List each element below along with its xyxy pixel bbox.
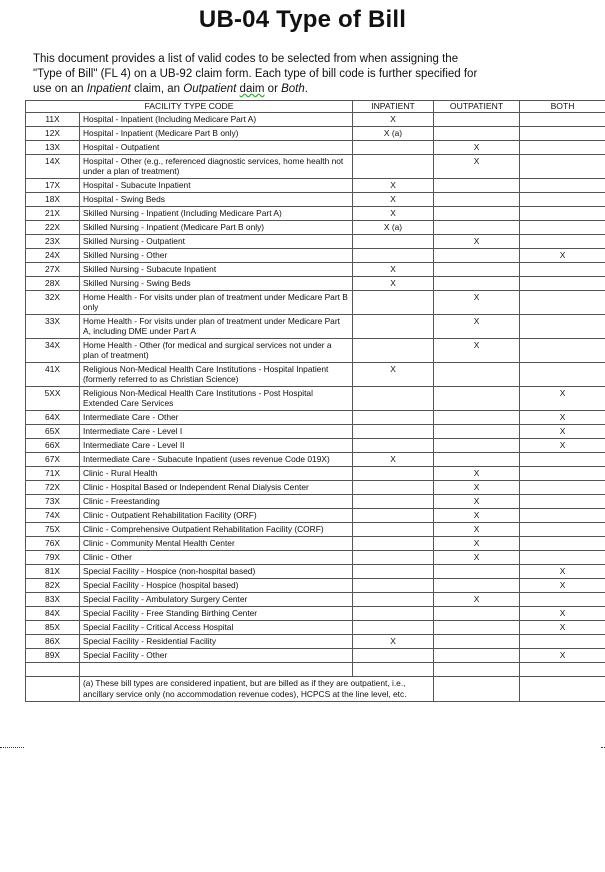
row-description: Skilled Nursing - Subacute Inpatient [80, 263, 353, 277]
row-description: Home Health - Other (for medical and surgical services not under a plan of treatment) [80, 339, 353, 363]
table-row [26, 481, 605, 495]
row-outpatient-mark [434, 649, 520, 663]
footnote: (a) These bill types are considered inpatient, but are billed as if they are outpatient, i.e., ancillary service only (no accommodation revenue codes), HCPCS at the line level, etc. [80, 677, 434, 702]
row-outpatient-mark: X [434, 537, 520, 551]
table-row [26, 193, 605, 207]
row-outpatient-mark: X [434, 593, 520, 607]
row-description: Hospital - Outpatient [80, 141, 353, 155]
row-both-mark [520, 263, 605, 277]
row-inpatient-mark [353, 579, 434, 593]
table-row [26, 621, 605, 635]
table-row [26, 607, 605, 621]
row-code: 12X [26, 127, 80, 141]
row-inpatient-mark [353, 481, 434, 495]
row-outpatient-mark [434, 263, 520, 277]
row-description: Skilled Nursing - Swing Beds [80, 277, 353, 291]
table-row [26, 141, 605, 155]
row-outpatient-mark [434, 439, 520, 453]
row-description: Skilled Nursing - Other [80, 249, 353, 263]
row-code: 21X [26, 207, 80, 221]
row-outpatient-mark [434, 387, 520, 411]
row-inpatient-mark [353, 523, 434, 537]
row-both-mark [520, 179, 605, 193]
row-outpatient-mark [434, 179, 520, 193]
row-code: 24X [26, 249, 80, 263]
row-code: 81X [26, 565, 80, 579]
table-row [26, 425, 605, 439]
row-code: 34X [26, 339, 80, 363]
row-outpatient-mark: X [434, 141, 520, 155]
row-both-mark: X [520, 607, 605, 621]
empty-cell [26, 663, 80, 677]
intro-line-1: This document provides a list of valid codes to be selected from when assigning the [33, 53, 459, 65]
row-description: Home Health - For visits under plan of treatment under Medicare Part A, including DME under Part A [80, 315, 353, 339]
row-both-mark [520, 453, 605, 467]
table-row [26, 411, 605, 425]
row-code: 13X [26, 141, 80, 155]
row-code: 18X [26, 193, 80, 207]
row-both-mark: X [520, 425, 605, 439]
row-inpatient-mark [353, 537, 434, 551]
both-term: Both [281, 83, 305, 95]
daim-word: daim [239, 83, 265, 95]
row-code: 71X [26, 467, 80, 481]
row-both-mark: X [520, 579, 605, 593]
row-both-mark: X [520, 621, 605, 635]
row-inpatient-mark [353, 649, 434, 663]
table-row [26, 579, 605, 593]
row-both-mark [520, 481, 605, 495]
row-inpatient-mark [353, 291, 434, 315]
row-both-mark [520, 277, 605, 291]
row-outpatient-mark [434, 425, 520, 439]
row-inpatient-mark: X [353, 193, 434, 207]
row-outpatient-mark: X [434, 467, 520, 481]
row-description: Hospital - Other (e.g., referenced diagnostic services, home health not under a plan of treatment) [80, 155, 353, 179]
row-outpatient-mark [434, 249, 520, 263]
row-code: 85X [26, 621, 80, 635]
row-inpatient-mark [353, 387, 434, 411]
row-code: 27X [26, 263, 80, 277]
row-outpatient-mark [434, 221, 520, 235]
row-outpatient-mark: X [434, 291, 520, 315]
row-inpatient-mark [353, 495, 434, 509]
row-outpatient-mark [434, 621, 520, 635]
row-outpatient-mark: X [434, 509, 520, 523]
row-description: Clinic - Community Mental Health Center [80, 537, 353, 551]
row-both-mark [520, 593, 605, 607]
row-description: Clinic - Freestanding [80, 495, 353, 509]
empty-cell [26, 677, 80, 702]
row-inpatient-mark: X [353, 453, 434, 467]
row-outpatient-mark [434, 453, 520, 467]
row-code: 14X [26, 155, 80, 179]
table-row [26, 593, 605, 607]
row-both-mark [520, 315, 605, 339]
row-description: Skilled Nursing - Inpatient (Medicare Part B only) [80, 221, 353, 235]
table-row [26, 635, 605, 649]
row-description: Clinic - Hospital Based or Independent Renal Dialysis Center [80, 481, 353, 495]
right-dotted-rule [601, 747, 605, 748]
row-code: 66X [26, 439, 80, 453]
header-facility-type-code: FACILITY TYPE CODE [26, 101, 353, 113]
row-code: 11X [26, 113, 80, 127]
row-inpatient-mark [353, 155, 434, 179]
row-both-mark [520, 363, 605, 387]
row-description: Clinic - Other [80, 551, 353, 565]
table-row [26, 467, 605, 481]
row-both-mark [520, 235, 605, 249]
row-description: Clinic - Rural Health [80, 467, 353, 481]
row-outpatient-mark: X [434, 235, 520, 249]
row-code: 23X [26, 235, 80, 249]
left-dotted-rule [0, 747, 24, 748]
header-outpatient: OUTPATIENT [434, 101, 520, 113]
table-row [26, 315, 605, 339]
row-code: 74X [26, 509, 80, 523]
row-code: 82X [26, 579, 80, 593]
intro-line-3: use on an Inpatient claim, an Outpatient daim or Both. [33, 83, 308, 95]
row-inpatient-mark [353, 467, 434, 481]
inpatient-term: Inpatient [86, 83, 131, 95]
row-description: Intermediate Care - Subacute Inpatient (uses revenue Code 019X) [80, 453, 353, 467]
row-code: 33X [26, 315, 80, 339]
row-code: 28X [26, 277, 80, 291]
table-row [26, 155, 605, 179]
table-row [26, 221, 605, 235]
table-row [26, 439, 605, 453]
row-description: Special Facility - Residential Facility [80, 635, 353, 649]
table-row [26, 127, 605, 141]
table-row [26, 363, 605, 387]
row-code: 22X [26, 221, 80, 235]
row-both-mark: X [520, 249, 605, 263]
table-row [26, 291, 605, 315]
row-description: Intermediate Care - Level I [80, 425, 353, 439]
table-row [26, 453, 605, 467]
row-outpatient-mark: X [434, 315, 520, 339]
intro-paragraph [33, 52, 573, 97]
row-description: Skilled Nursing - Outpatient [80, 235, 353, 249]
row-inpatient-mark [353, 339, 434, 363]
row-inpatient-mark [353, 235, 434, 249]
row-both-mark [520, 537, 605, 551]
row-outpatient-mark: X [434, 523, 520, 537]
table-row [26, 113, 605, 127]
row-description: Hospital - Subacute Inpatient [80, 179, 353, 193]
row-code: 89X [26, 649, 80, 663]
row-description: Religious Non-Medical Health Care Institutions - Post Hospital Extended Care Services [80, 387, 353, 411]
table-row [26, 565, 605, 579]
row-description: Clinic - Outpatient Rehabilitation Facility (ORF) [80, 509, 353, 523]
row-description: Special Facility - Free Standing Birthing Center [80, 607, 353, 621]
table-row [26, 387, 605, 411]
table-row [26, 537, 605, 551]
empty-cell [80, 663, 353, 677]
row-both-mark [520, 551, 605, 565]
row-inpatient-mark: X [353, 207, 434, 221]
row-outpatient-mark: X [434, 495, 520, 509]
row-outpatient-mark [434, 635, 520, 649]
row-inpatient-mark [353, 607, 434, 621]
row-outpatient-mark [434, 127, 520, 141]
row-inpatient-mark [353, 509, 434, 523]
table-row [26, 339, 605, 363]
row-description: Intermediate Care - Level II [80, 439, 353, 453]
row-outpatient-mark [434, 579, 520, 593]
row-code: 67X [26, 453, 80, 467]
empty-cell [434, 677, 520, 702]
row-description: Religious Non-Medical Health Care Institutions - Hospital Inpatient (formerly referred to as Christian Science) [80, 363, 353, 387]
header-inpatient: INPATIENT [353, 101, 434, 113]
outpatient-term: Outpatient [183, 83, 237, 95]
row-inpatient-mark [353, 565, 434, 579]
header-both: BOTH [520, 101, 605, 113]
row-both-mark [520, 339, 605, 363]
row-code: 65X [26, 425, 80, 439]
table-spacer-row [26, 663, 605, 677]
row-both-mark [520, 193, 605, 207]
row-code: 32X [26, 291, 80, 315]
row-both-mark: X [520, 565, 605, 579]
table-row [26, 249, 605, 263]
row-inpatient-mark: X [353, 277, 434, 291]
row-both-mark: X [520, 411, 605, 425]
row-code: 75X [26, 523, 80, 537]
row-code: 83X [26, 593, 80, 607]
row-description: Special Facility - Critical Access Hospital [80, 621, 353, 635]
row-code: 41X [26, 363, 80, 387]
row-inpatient-mark: X (a) [353, 221, 434, 235]
row-both-mark [520, 291, 605, 315]
row-description: Hospital - Inpatient (Including Medicare Part A) [80, 113, 353, 127]
row-inpatient-mark [353, 249, 434, 263]
row-inpatient-mark [353, 141, 434, 155]
type-of-bill-table [25, 100, 605, 702]
row-inpatient-mark: X [353, 179, 434, 193]
row-code: 72X [26, 481, 80, 495]
row-outpatient-mark [434, 565, 520, 579]
row-inpatient-mark: X (a) [353, 127, 434, 141]
row-description: Skilled Nursing - Inpatient (Including Medicare Part A) [80, 207, 353, 221]
row-outpatient-mark [434, 277, 520, 291]
row-both-mark [520, 113, 605, 127]
row-code: 84X [26, 607, 80, 621]
table-row [26, 551, 605, 565]
row-inpatient-mark: X [353, 635, 434, 649]
row-both-mark [520, 127, 605, 141]
row-both-mark [520, 155, 605, 179]
row-outpatient-mark [434, 363, 520, 387]
row-both-mark [520, 523, 605, 537]
row-inpatient-mark [353, 315, 434, 339]
row-both-mark [520, 141, 605, 155]
row-inpatient-mark: X [353, 363, 434, 387]
intro-line-2: "Type of Bill" (FL 4) on a UB-92 claim form. Each type of bill code is further specified for [33, 68, 478, 80]
row-description: Home Health - For visits under plan of treatment under Medicare Part B only [80, 291, 353, 315]
row-both-mark [520, 221, 605, 235]
row-code: 17X [26, 179, 80, 193]
row-code: 64X [26, 411, 80, 425]
row-both-mark [520, 467, 605, 481]
row-description: Intermediate Care - Other [80, 411, 353, 425]
row-outpatient-mark [434, 607, 520, 621]
row-inpatient-mark [353, 411, 434, 425]
row-code: 5XX [26, 387, 80, 411]
empty-cell [353, 663, 434, 677]
row-description: Special Facility - Hospice (hospital based) [80, 579, 353, 593]
row-both-mark [520, 495, 605, 509]
row-inpatient-mark [353, 425, 434, 439]
row-outpatient-mark: X [434, 481, 520, 495]
table-row [26, 179, 605, 193]
row-inpatient-mark: X [353, 263, 434, 277]
table-row [26, 509, 605, 523]
row-both-mark [520, 635, 605, 649]
row-inpatient-mark [353, 439, 434, 453]
table-row [26, 523, 605, 537]
page-title: UB-04 Type of Bill [198, 6, 407, 33]
row-code: 76X [26, 537, 80, 551]
table-row [26, 495, 605, 509]
row-description: Special Facility - Other [80, 649, 353, 663]
footnote-row [26, 677, 605, 702]
row-outpatient-mark [434, 411, 520, 425]
row-code: 79X [26, 551, 80, 565]
row-outpatient-mark [434, 113, 520, 127]
row-both-mark: X [520, 439, 605, 453]
row-description: Hospital - Swing Beds [80, 193, 353, 207]
empty-cell [520, 677, 605, 702]
row-description: Special Facility - Ambulatory Surgery Center [80, 593, 353, 607]
row-outpatient-mark: X [434, 339, 520, 363]
table-row [26, 649, 605, 663]
row-both-mark: X [520, 387, 605, 411]
row-outpatient-mark [434, 193, 520, 207]
row-inpatient-mark [353, 593, 434, 607]
table-row [26, 263, 605, 277]
row-inpatient-mark [353, 621, 434, 635]
row-description: Hospital - Inpatient (Medicare Part B only) [80, 127, 353, 141]
row-both-mark [520, 509, 605, 523]
empty-cell [520, 663, 605, 677]
empty-cell [434, 663, 520, 677]
row-code: 73X [26, 495, 80, 509]
table-row [26, 207, 605, 221]
row-inpatient-mark [353, 551, 434, 565]
row-inpatient-mark: X [353, 113, 434, 127]
table-header-row [26, 101, 605, 113]
table-row [26, 235, 605, 249]
row-code: 86X [26, 635, 80, 649]
row-outpatient-mark [434, 207, 520, 221]
table-row [26, 277, 605, 291]
row-outpatient-mark: X [434, 551, 520, 565]
row-description: Special Facility - Hospice (non-hospital based) [80, 565, 353, 579]
row-outpatient-mark: X [434, 155, 520, 179]
row-description: Clinic - Comprehensive Outpatient Rehabilitation Facility (CORF) [80, 523, 353, 537]
row-both-mark [520, 207, 605, 221]
row-both-mark: X [520, 649, 605, 663]
